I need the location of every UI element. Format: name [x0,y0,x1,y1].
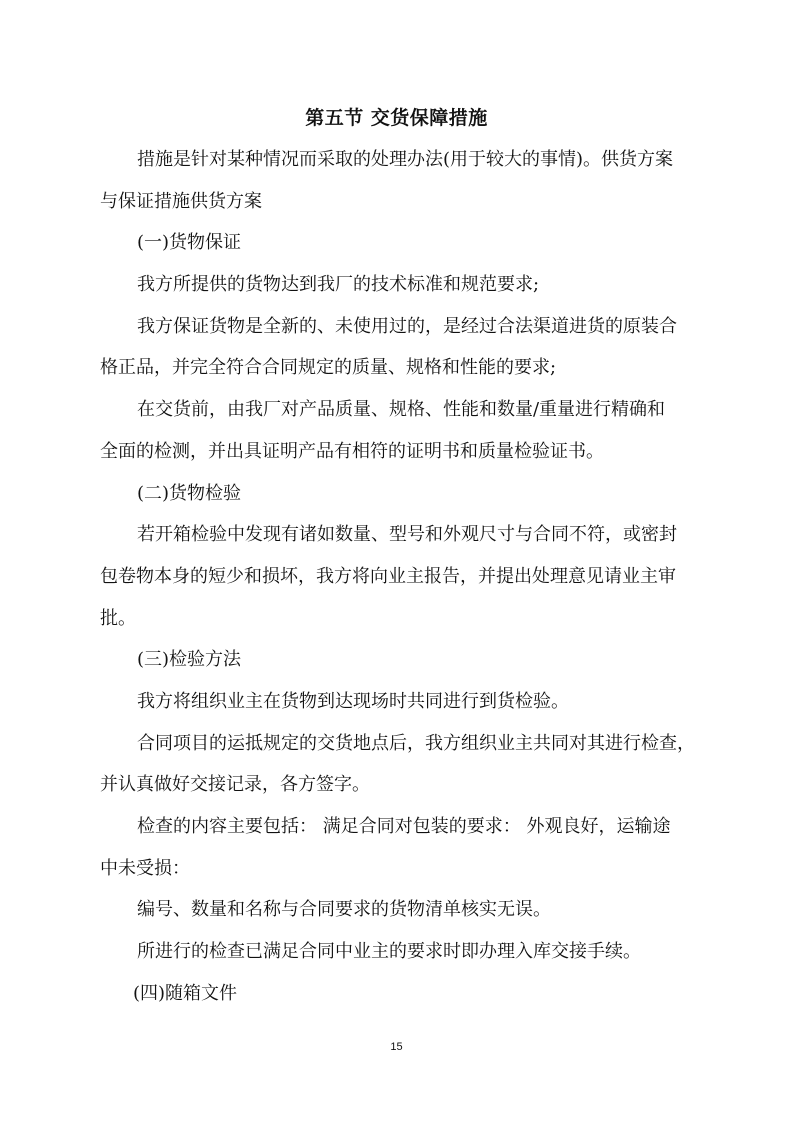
subsection-heading: (三)检验方法 [137,649,242,670]
paragraph-line: 包卷物本身的短少和损坏，我方将向业主报告，并提出处理意见请业主审 [100,566,676,587]
subsection-heading: (四)随箱文件 [133,983,238,1004]
paragraph-line: 合同项目的运抵规定的交货地点后，我方组织业主共同对其进行检查， [137,733,695,754]
paragraph-line: 措施是针对某种情况而采取的处理办法(用于较大的事情)。供货方案 [137,149,674,170]
paragraph-line: 与保证措施供货方案 [100,191,262,212]
paragraph-line: 格正品，并完全符合合同规定的质量、规格和性能的要求; [100,357,557,378]
page-number: 15 [390,1041,403,1053]
paragraph-line: 检查的内容主要包括： 满足合同对包装的要求： 外观良好，运输途 [137,816,671,837]
paragraph-line: 我方所提供的货物达到我厂的技术标准和规范要求; [137,274,540,295]
paragraph-line: 中未受损： [100,858,190,879]
subsection-heading: (一)货物保证 [137,232,242,253]
paragraph-line: 所进行的检查已满足合同中业主的要求时即办理入库交接手续。 [137,941,641,962]
section-title: 第五节 交货保障措施 [305,107,488,129]
paragraph-line: 并认真做好交接记录，各方签字。 [100,774,370,795]
paragraph-line: 我方将组织业主在货物到达现场时共同进行到货检验。 [137,691,569,712]
subsection-heading: (二)货物检验 [137,483,242,504]
paragraph-line: 我方保证货物是全新的、未使用过的，是经过合法渠道进货的原装合 [137,316,677,337]
paragraph-line: 若开箱检验中发现有诸如数量、型号和外观尺寸与合同不符，或密封 [137,524,677,545]
paragraph-line: 批。 [100,608,136,629]
paragraph-line: 全面的检测，并出具证明产品有相符的证明书和质量检验证书。 [100,441,604,462]
paragraph-line: 编号、数量和名称与合同要求的货物清单核实无误。 [137,899,551,920]
paragraph-line: 在交货前，由我厂对产品质量、规格、性能和数量/重量进行精确和 [137,399,666,420]
